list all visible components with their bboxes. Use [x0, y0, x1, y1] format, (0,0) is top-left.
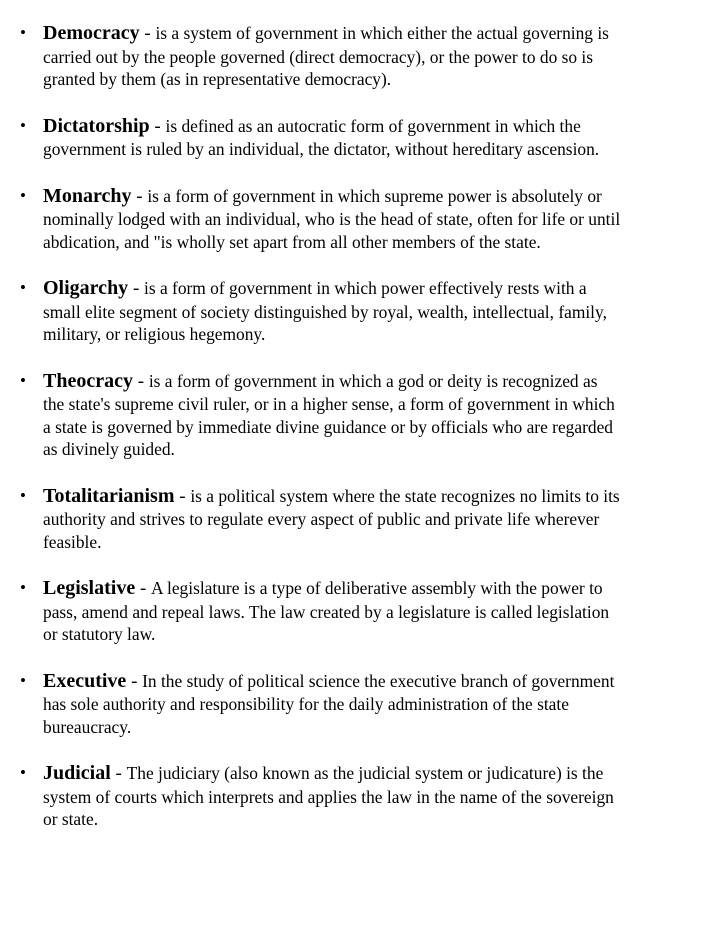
- bullet-icon: •: [20, 370, 26, 390]
- separator: -: [131, 185, 148, 207]
- definition-term: Dictatorship: [43, 114, 150, 137]
- bullet-icon: •: [20, 115, 26, 135]
- list-item: [0, 115, 623, 161]
- definition-term: Executive: [43, 669, 127, 692]
- separator: -: [135, 578, 152, 599]
- definition-term: Totalitarianism: [43, 484, 175, 507]
- bullet-icon: •: [20, 670, 26, 690]
- separator: -: [132, 370, 149, 392]
- separator: -: [139, 23, 156, 44]
- definition-text: is defined as an autocratic form of government in which the government is ruled by an individual, the dictator, without hereditary ascension.: [43, 115, 600, 159]
- definition-text: The judiciary (also known as the judicial system or judicature) is the system of courts which interprets and applies the law in the name of the sovereign or state.: [43, 763, 614, 829]
- separator: -: [110, 763, 127, 784]
- bullet-icon: •: [20, 278, 26, 297]
- definition-text: is a political system where the state recognizes no limits to its authority and strives to regulate every aspect of public and private life wherever feasible.: [43, 485, 620, 552]
- definition-term: Judicial: [43, 762, 111, 784]
- list-item: [0, 22, 623, 91]
- list-item: [0, 670, 623, 739]
- separator: -: [128, 278, 145, 299]
- bullet-icon: •: [20, 578, 26, 597]
- definition-text: is a system of government in which either the actual governing is carried out by the people governed (direct democracy), or the power to do so is granted by them (as in representative democracy).: [43, 23, 609, 89]
- list-item: [0, 370, 623, 461]
- definition-term: Democracy: [43, 22, 140, 44]
- definition-list: [0, 22, 728, 855]
- bullet-icon: •: [20, 485, 26, 505]
- definition-term: Theocracy: [43, 369, 133, 392]
- list-item: [0, 277, 623, 346]
- definition-text: In the study of political science the executive branch of government has sole authority and responsibility for the daily administration of the state bureaucracy.: [43, 670, 615, 737]
- definition-term: Monarchy: [43, 184, 132, 207]
- list-item: [0, 577, 623, 646]
- separator: -: [149, 115, 166, 137]
- bullet-icon: •: [20, 23, 26, 42]
- definition-term: Oligarchy: [43, 277, 129, 299]
- list-item: [0, 485, 623, 554]
- list-item: [0, 185, 623, 254]
- bullet-icon: •: [20, 763, 26, 782]
- definition-term: Legislative: [43, 577, 136, 599]
- definition-text: is a form of government in which supreme power is absolutely or nominally lodged with an individual, who is the head of state, often for life or until abdication, and "is wholly set apart from all other members of the state.: [43, 185, 621, 252]
- definition-text: is a form of government in which power effectively rests with a small elite segment of society distinguished by royal, wealth, intellectual, family, military, or religious hegemony.: [43, 278, 607, 344]
- definition-text: A legislature is a type of deliberative assembly with the power to pass, amend and repeal laws. The law created by a legislature is called legislation or statutory law.: [43, 578, 610, 644]
- list-item: [0, 762, 623, 831]
- separator: -: [174, 485, 191, 507]
- definition-text: is a form of government in which a god or deity is recognized as the state's supreme civil ruler, or in a higher sense, a form of government in which a state is governed by immediate divine guidance or by officials who are regarded as divinely guided.: [43, 370, 615, 459]
- separator: -: [126, 670, 143, 692]
- bullet-icon: •: [20, 185, 26, 205]
